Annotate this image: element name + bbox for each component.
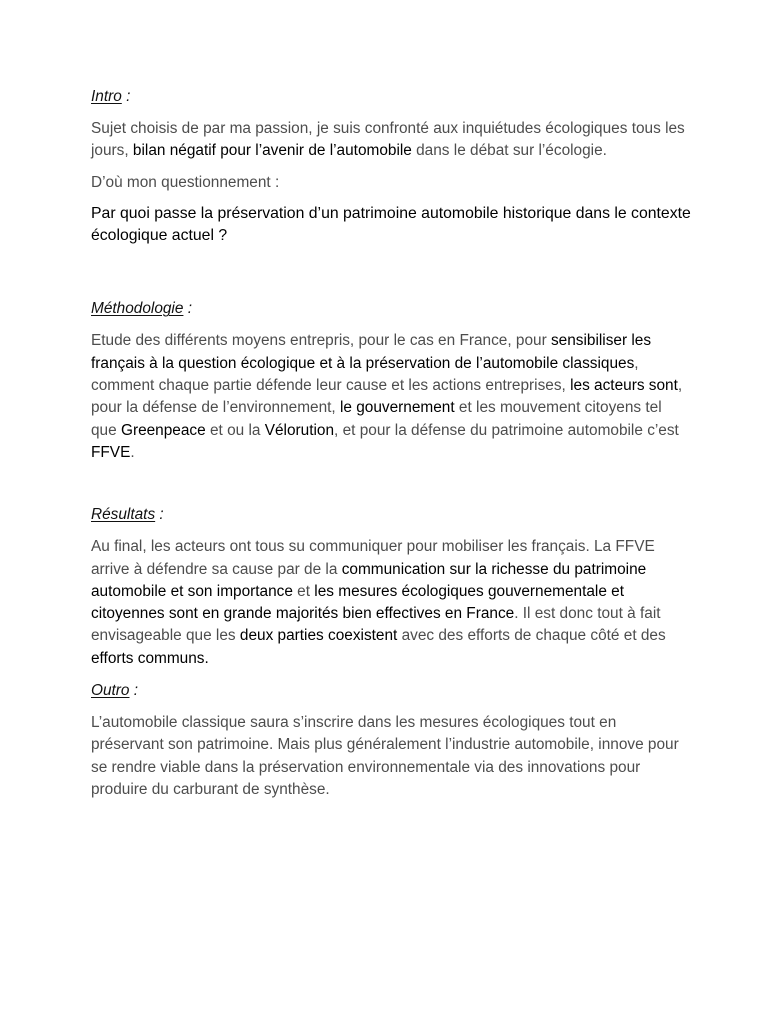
methodologie-text-5: et ou la: [205, 421, 265, 439]
resultats-highlight-1: communication sur la richesse du patrimoine automobile et son importance: [91, 560, 647, 600]
resultats-text-4: avec des efforts de chaque côté et des: [397, 627, 666, 645]
methodologie-text-2: , comment chaque partie défende leur cause et les actions entreprises,: [91, 354, 639, 395]
resultats-text-3: . Il est donc tout à fait envisageable que les: [91, 605, 661, 645]
intro-heading-label: Intro: [91, 88, 122, 105]
outro-heading: [91, 680, 691, 702]
intro-highlight: bilan négatif pour l’avenir de l’automobile: [132, 142, 412, 160]
methodologie-highlight-1: sensibiliser les français à la question écologique et à la préservation de l’automobile classiques: [91, 332, 652, 372]
resultats-heading-label: Résultats: [91, 506, 156, 524]
methodologie-text-4: et les mouvement citoyens tel que: [91, 399, 662, 439]
methodologie-heading: [91, 298, 691, 320]
methodologie-highlight-2: les acteurs sont: [570, 377, 678, 395]
resultats-highlight-4: efforts communs.: [91, 649, 209, 667]
methodologie-highlight-4: Greenpeace: [120, 421, 206, 439]
methodologie-text-3: , pour la défense de l’environnement,: [91, 377, 683, 417]
intro-question-lead: D’où mon questionnement :: [91, 173, 280, 191]
resultats-text-1: Au final, les acteurs ont tous su communiquer pour mobiliser les français. La FFVE arrive à défendre sa cause par de la: [91, 538, 655, 578]
resultats-paragraph: [91, 536, 691, 670]
methodologie-heading-colon: :: [183, 300, 192, 318]
resultats-heading: [91, 504, 691, 526]
intro-text-1: Sujet choisis de par ma passion, je suis confronté aux inquiétudes écologiques tous les jours,: [91, 120, 685, 160]
methodologie-text-1: Etude des différents moyens entrepris, pour le cas en France, pour: [91, 332, 551, 350]
outro-heading-label: Outro: [91, 682, 130, 700]
methodologie-heading-label: Méthodologie: [91, 300, 184, 318]
methodologie-text-6: , et pour la défense du patrimoine automobile c’est: [334, 421, 679, 439]
intro-heading: [91, 86, 691, 108]
resultats-highlight-2: les mesures écologiques gouvernementale et citoyennes sont en grande majorités bien effectives en France: [91, 582, 625, 623]
methodologie-text-7: .: [130, 443, 135, 461]
document-page: [91, 86, 691, 801]
intro-heading-colon: :: [121, 88, 131, 105]
methodologie-paragraph: [91, 330, 691, 464]
outro-heading-colon: :: [129, 682, 139, 700]
outro-paragraph: L’automobile classique saura s’inscrire dans les mesures écologiques tout en préservant son patrimoine. Mais plus généralement l’industrie automobile, innove pour se rendre viable dans la préservation environnementale via des innovations pour produire du carburant de synthèse.: [91, 714, 679, 798]
resultats-heading-colon: :: [155, 506, 164, 524]
resultats-text-2: et: [292, 582, 315, 600]
intro-text-2: dans le débat sur l’écologie.: [411, 142, 607, 160]
methodologie-highlight-3: le gouvernement: [339, 399, 455, 417]
methodologie-highlight-5: Vélorution: [264, 421, 335, 439]
intro-paragraph: [91, 118, 691, 163]
resultats-highlight-3: deux parties coexistent: [239, 627, 398, 645]
research-question: Par quoi passe la préservation d’un patrimoine automobile historique dans le contexte écologique actuel ?: [91, 204, 691, 245]
methodologie-highlight-6: FFVE: [91, 443, 131, 461]
